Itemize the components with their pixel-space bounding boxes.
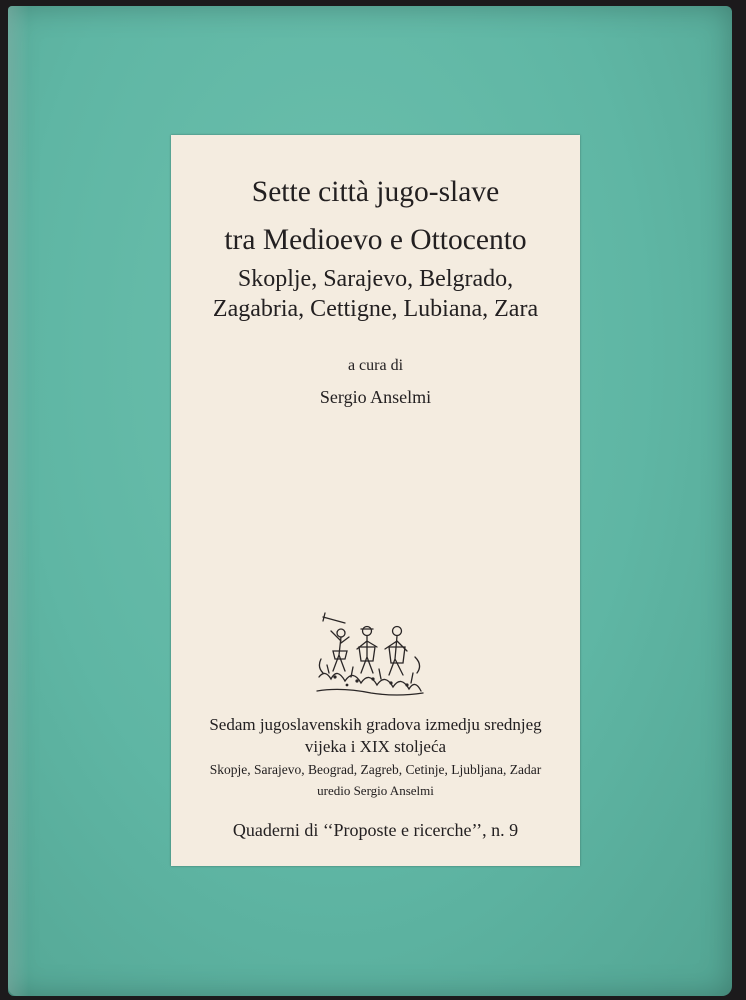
book-spine-edge: [8, 6, 34, 996]
book-subtitle-line-2: Zagabria, Cettigne, Lubiana, Zara: [212, 296, 539, 322]
serbo-croatian-editor: uredio Sergio Anselmi: [317, 783, 434, 798]
book-title-line-1: Sette città jugo-slave: [251, 176, 500, 208]
serbo-croatian-cities: Skopje, Sarajevo, Beograd, Zagreb, Cetinje, Ljubljana, Zadar: [209, 762, 542, 777]
serbo-croatian-title-line-1: Sedam jugoslavenskih gradova izmedju srednjeg: [209, 715, 542, 734]
peasants-woodcut-icon: [311, 607, 429, 699]
book-title-line-2: tra Medioevo e Ottocento: [224, 224, 527, 256]
serbo-croatian-title-line-2: vijeka i XIX stoljeća: [304, 737, 447, 756]
editor-prefix: a cura di: [347, 357, 404, 374]
editor-name: Sergio Anselmi: [319, 387, 432, 407]
woodcut-illustration: [311, 607, 429, 699]
book-subtitle-line-1: Skoplje, Sarajevo, Belgrado,: [237, 266, 514, 292]
series-line: Quaderni di ‘‘Proposte e ricerche’’, n. 9: [232, 820, 519, 840]
title-label: [171, 135, 580, 866]
